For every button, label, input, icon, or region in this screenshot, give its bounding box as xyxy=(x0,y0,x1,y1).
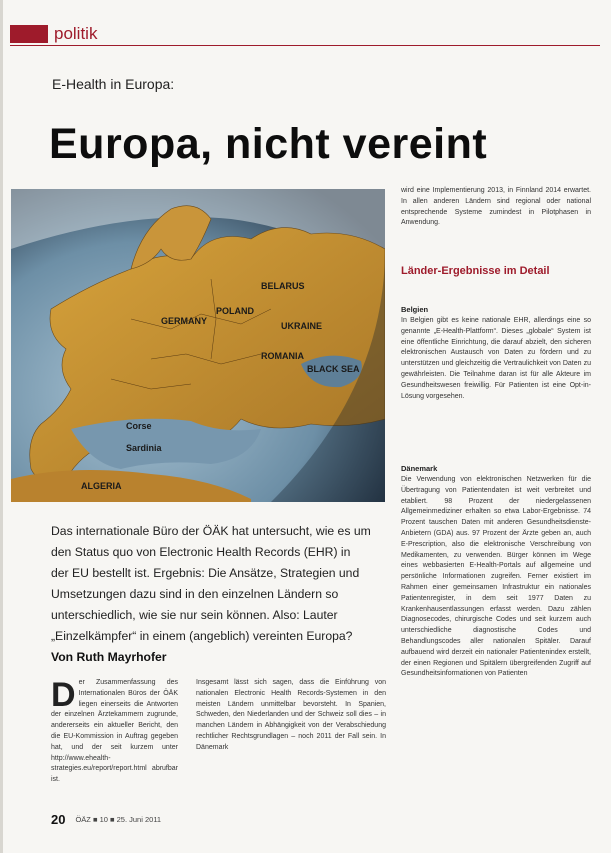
page-edge xyxy=(0,0,3,853)
body-column-3-top xyxy=(401,186,591,229)
issue-info: ÖÄZ ■ 10 ■ 25. Juni 2011 xyxy=(75,815,162,824)
map-label-black-sea: BLACK SEA xyxy=(307,364,360,374)
map-label-ukraine: UKRAINE xyxy=(281,321,323,331)
daenemark-body: Die Verwendung von elektronischen Netzwerken für die Übertragung von Patientendaten ist weit verbreitet und etabliert. 98 Prozent der niedergelassenen Allgemeinmediziner erhalten so etwa Labor-Ergebnisse. 74 Prozent tauschen Daten mit anderen Gesundheitsdienste-Anbietern (GDA) aus. 97 Prozent der Ärzte geben an, auch E-Prescription, also die elektronische Verschreibung von Medikamenten, zu verwenden. Bürger können im Wege eines webbasierten E-Health-Portals auf allgemeine und persönliche Informationen zugreifen. Ferner existiert im Rahmen einer gemeinsamen Infrastruktur ein nationales Patientenregister, in dem seit 1977 Daten zu Krankenhausentlassungen erfasst werden. Dazu zählen Diagnosecodes, chirurgische Codes und seit kurzem auch unterschiedliche diagnostische Codes und Behandlungscodes aller nationalen Spitäler. Darauf aufbauend wird derzeit ein nationaler Patientenindex erstellt, der einen Regionen und Spitälern übergreifenden Zugriff auf Gesundheitsinformationen von Patienten xyxy=(401,476,591,678)
map-label-romania: ROMANIA xyxy=(261,351,304,361)
map-label-algeria: ALGERIA xyxy=(81,481,122,491)
body-column-1 xyxy=(51,678,178,786)
section-color-block xyxy=(10,25,48,43)
author-byline: Von Ruth Mayrhofer xyxy=(51,650,167,664)
country-heading-belgien: Belgien xyxy=(401,305,429,314)
map-label-germany: GERMANY xyxy=(161,316,208,326)
lead-paragraph xyxy=(51,521,371,668)
daenemark-text xyxy=(401,475,591,680)
kicker: E-Health in Europa: xyxy=(52,76,175,92)
section-header xyxy=(10,24,97,44)
dropcap: D xyxy=(51,676,76,714)
country-heading-daenemark: Dänemark xyxy=(401,464,438,473)
subheading: Länder-Ergebnisse im Detail xyxy=(401,265,550,277)
col3-top-text: wird eine Implementierung 2013, in Finnland 2014 erwartet. In allen anderen Ländern sind regional oder national entsprechende Systeme zumindest in Pilotphasen in Anwendung. xyxy=(401,187,591,227)
section-label: politik xyxy=(54,24,98,43)
europe-globe-photo xyxy=(11,189,385,502)
headline: Europa, nicht vereint xyxy=(49,120,488,168)
page-footer xyxy=(51,812,161,827)
section-rule xyxy=(10,45,600,46)
map-label-belarus: BELARUS xyxy=(261,281,305,291)
map-label-corse: Corse xyxy=(126,421,152,431)
map-label-sardinia: Sardinia xyxy=(126,443,162,453)
page-number: 20 xyxy=(51,812,66,827)
globe-image xyxy=(11,189,385,502)
belgien-body: In Belgien gibt es keine nationale EHR, allerdings eine so genannte „E-Health-Plattform“. Dieses „globale“ System ist eine öffentliche Einrichtung, die darauf abzielt, den sicheren elektronischen Austausch von Daten zu fördern und zu unterstützen und gleichzeitig die Vertraulichkeit von Daten zu gewährleisten. Die Teilnahme daran ist für alle Akteure im Gesundheitswesen freiwillig. Für Patienten ist eine Opt-in-Lösung vorgesehen. xyxy=(401,317,591,400)
map-label-poland: POLAND xyxy=(216,306,254,316)
belgien-text xyxy=(401,316,591,402)
body-column-2 xyxy=(196,678,386,754)
col2-text: Insgesamt lässt sich sagen, dass die Einführung von nationalen Electronic Health Records-Systemen in den meisten Ländern unmittelbar bevorsteht. In Spanien, Schweden, den Niederlanden und der Schweiz soll dies – in manchen Ländern in Abhängigkeit von der Verabschiedung rechtlicher Rechtsgrundlagen – noch 2011 der Fall sein. In Dänemark xyxy=(196,679,386,751)
lead-text: Das internationale Büro der ÖÄK hat untersucht, wie es um den Status quo von Electronic Health Records (EHR) in der EU bestellt ist. Ergebnis: Die Ansätze, Strategien und Umsetzungen dazu sind in den einzelnen Ländern so unterschiedlich, wie sie nur sein können. Also: Lauter „Einzelkämpfer“ in einem (angeblich) vereinten Europa? xyxy=(51,524,371,643)
col1-text: er Zusammenfassung des Internationalen Büros der ÖÄK liegen einerseits die Antworten der einzelnen Ärztekammern zugrunde, andererseits ein aktueller Bericht, den die EU-Kommission in Auftrag gegeben hat, und der seit kurzem unter http://www.ehealth-strategies.eu/report/report.html abrufbar ist. xyxy=(51,679,178,784)
